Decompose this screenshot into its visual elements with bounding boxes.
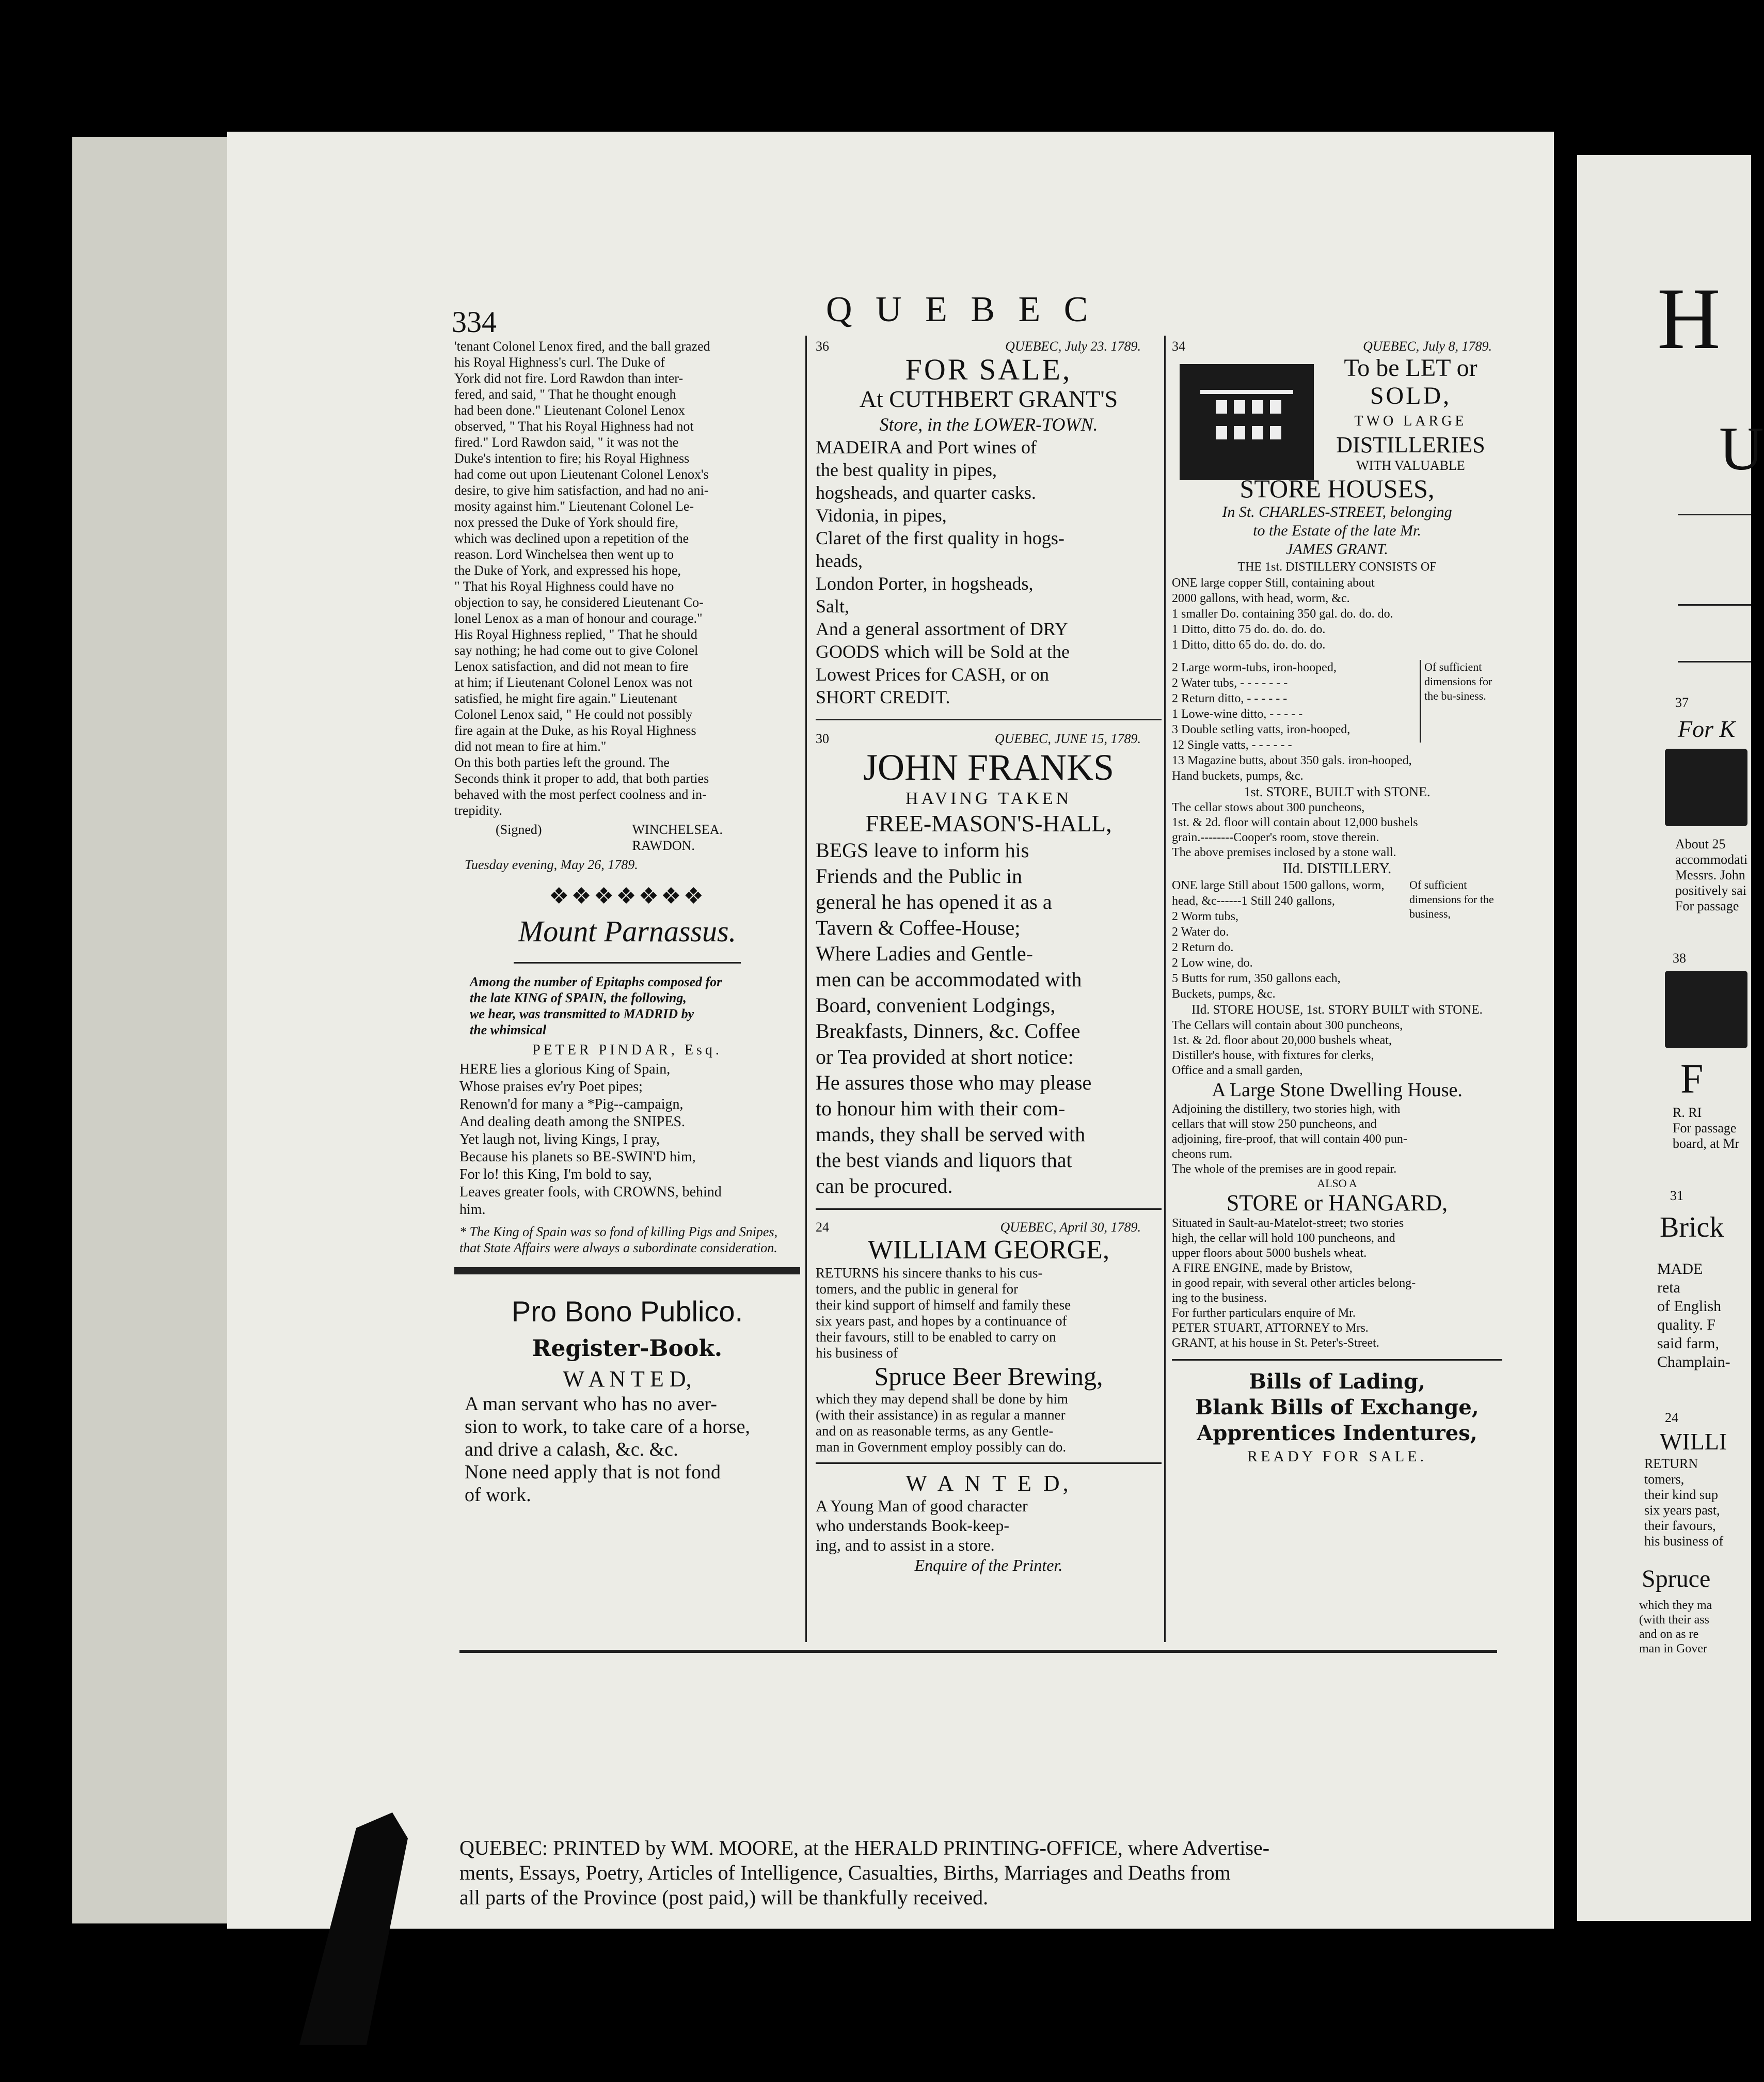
dateline: Tuesday evening, May 26, 1789. — [465, 857, 638, 872]
dwelling-line: The whole of the premises are in good repair. — [1172, 1162, 1397, 1176]
hangard-line: For further particulars enquire of Mr. — [1172, 1306, 1356, 1320]
ad34-headline-2: SOLD, — [1370, 382, 1452, 409]
inventory-line: 2000 gallons, with head, worm, &c. — [1172, 592, 1350, 605]
author: PETER PINDAR, Esq. — [532, 1042, 722, 1058]
location-line: In St. CHARLES-STREET, belonging — [1222, 503, 1452, 520]
ad-line: ing, and to assist in a store. — [816, 1536, 995, 1554]
ad3-body2 — [816, 1391, 1162, 1455]
inventory-line: 5 Butts for rum, 350 gallons each, — [1172, 972, 1341, 985]
text-line: desire, to give him satisfaction, and had no ani- — [454, 483, 709, 498]
store-line: Distiller's house, with fixtures for clerks, — [1172, 1049, 1374, 1062]
text-line: Lenox satisfaction, and did not mean to fire — [454, 659, 689, 674]
inventory-line: 1 Ditto, ditto 65 do. do. do. do. — [1172, 638, 1326, 652]
facing-line: man in Gover — [1639, 1642, 1707, 1655]
store-line: The above premises inclosed by a stone wall. — [1172, 846, 1396, 859]
duel-report — [454, 338, 800, 818]
bill-line: Apprentices Indentures, — [1197, 1421, 1477, 1445]
inventory-line: 3 Double setling vatts, iron-hooped, — [1172, 723, 1350, 736]
ship-icon — [1665, 971, 1747, 1048]
inventory-line: 13 Magazine butts, about 350 gals. iron-hooped, — [1172, 754, 1412, 767]
column-rule-2 — [1164, 336, 1166, 1642]
ad-register-book: Register-Book. — [532, 1335, 723, 1362]
column-3 — [1172, 338, 1502, 1467]
ad3-feature: Spruce Beer Brewing, — [874, 1362, 1103, 1391]
section-title: Mount Parnassus. — [518, 914, 737, 948]
text-line: fired." Lord Rawdon said, " it was not the — [454, 435, 679, 450]
ad-line: (with their assistance) in as regular a manner — [816, 1407, 1066, 1423]
inventory-line: 1 Lowe-wine ditto, - - - - - — [1172, 707, 1303, 721]
text-line: which was declined upon a repetition of the — [454, 531, 689, 546]
ad-line: hogsheads, and quarter casks. — [816, 482, 1036, 503]
text-line: had been done." Lieutenant Colonel Lenox — [454, 403, 685, 418]
text-line: his Royal Highness's curl. The Duke of — [454, 355, 665, 370]
ad-title: Pro Bono Publico. — [511, 1295, 743, 1328]
facing-ad24-feature: Spruce — [1642, 1565, 1711, 1592]
ad1-number: 36 — [816, 339, 829, 354]
signed-label: (Signed) — [496, 822, 542, 837]
ad34-first-distillery: THE 1st. DISTILLERY CONSISTS OF — [1237, 560, 1437, 574]
ad34-with: WITH VALUABLE — [1356, 458, 1465, 473]
ad-body — [454, 1393, 800, 1506]
ad34-list1 — [1172, 575, 1502, 653]
text-line: had come out upon Lieutenant Colonel Lenox's — [454, 467, 709, 482]
poem-line: And dealing death among the SNIPES. — [459, 1114, 686, 1130]
facing-line: their favours, — [1644, 1518, 1716, 1533]
intro-line: Among the number of Epitaphs composed for — [470, 974, 722, 989]
ad2-headline: JOHN FRANKS — [863, 747, 1115, 788]
column-1 — [454, 338, 800, 1506]
imprint-line: all parts of the Province (post paid,) will be thankfully received. — [459, 1886, 989, 1909]
inventory-line: 1 Ditto, ditto 75 do. do. do. do. — [1172, 623, 1326, 636]
facing-ad37-body — [1675, 837, 1753, 914]
ad1-body — [816, 436, 1162, 708]
ad34-list3 — [1172, 878, 1409, 1002]
footer-rule — [459, 1650, 1497, 1653]
facing-ad38-number: 38 — [1673, 951, 1686, 966]
divider — [816, 1462, 1162, 1464]
ad-line: which they may depend shall be done by him — [816, 1391, 1068, 1407]
ad34-list2-block — [1172, 660, 1502, 784]
ad34-location — [1172, 503, 1502, 559]
divider — [1172, 1359, 1502, 1361]
footnote: * The King of Spain was so fond of killing Pigs and Snipes, that State Affairs were always a subordinate consideration. — [459, 1224, 778, 1255]
poem-line: Whose praises ev'ry Poet pipes; — [459, 1079, 643, 1095]
signer-rawdon: RAWDON. — [632, 838, 695, 853]
divider — [514, 962, 741, 964]
inventory-line: ONE large copper Still, containing about — [1172, 576, 1375, 590]
text-line: trepidity. — [454, 803, 502, 818]
facing-ad24-body — [1644, 1456, 1750, 1549]
ad-line: Lowest Prices for CASH, or on — [816, 664, 1049, 685]
facing-ad38-letter: F — [1680, 1056, 1704, 1102]
ad34-distilleries: DISTILLERIES — [1336, 432, 1485, 458]
inventory-line: 1 smaller Do. containing 350 gal. do. do. do. — [1172, 607, 1393, 621]
facing-line: tomers, — [1644, 1472, 1684, 1487]
signer-winchelsea: WINCHELSEA. — [632, 822, 723, 837]
ad-line: And a general assortment of DRY — [816, 619, 1068, 639]
text-line: 'tenant Colonel Lenox fired, and the ball grazed — [454, 339, 710, 354]
facing-line: accommodati — [1675, 852, 1748, 867]
ad-line: Where Ladies and Gentle- — [816, 942, 1033, 965]
inventory-line: ONE large Still about 1500 gallons, worm, — [1172, 879, 1385, 892]
store-line: Office and a small garden, — [1172, 1064, 1303, 1077]
inventory-line: 2 Low wine, do. — [1172, 956, 1253, 970]
text-line: fire again at the Duke, as his Royal Highness — [454, 723, 696, 738]
ad2-header — [816, 731, 1162, 747]
ad3-dateline: QUEBEC, April 30, 1789. — [1000, 1220, 1141, 1235]
ad-line: general he has opened it as a — [816, 890, 1052, 913]
signature-block — [454, 822, 800, 854]
ad2-number: 30 — [816, 731, 829, 746]
inventory-line: 2 Worm tubs, — [1172, 910, 1238, 923]
facing-line: Messrs. John — [1675, 868, 1745, 882]
ad1-dateline: QUEBEC, July 23. 1789. — [1005, 339, 1141, 354]
ad3-headline: WILLIAM GEORGE, — [868, 1235, 1109, 1265]
ad-line: their kind support of himself and family these — [816, 1297, 1071, 1313]
divider — [816, 1208, 1162, 1210]
ad34-store1: 1st. STORE, BUILT with STONE. — [1244, 784, 1431, 799]
ad-line: and on as reasonable terms, as any Gentle- — [816, 1423, 1054, 1439]
ad34-header — [1172, 338, 1502, 354]
inventory-line: 2 Return do. — [1172, 941, 1234, 954]
facing-line: For passage — [1675, 898, 1739, 913]
facing-line: said farm, — [1657, 1335, 1719, 1352]
ad34-store1-body — [1172, 800, 1502, 860]
hangard-line: GRANT, at his house in St. Peter's-Street. — [1172, 1336, 1379, 1350]
hangard-line: PETER STUART, ATTORNEY to Mrs. — [1172, 1321, 1369, 1335]
text-line: say nothing; he had come out to give Colonel — [454, 643, 698, 658]
ad34-sub: TWO LARGE — [1354, 413, 1467, 429]
ready-for-sale: READY FOR SALE. — [1247, 1448, 1427, 1465]
facing-line: their kind sup — [1644, 1487, 1718, 1502]
book-spine — [72, 137, 245, 1923]
dwelling-line: cheons rum. — [1172, 1147, 1233, 1161]
facing-line: six years past, — [1644, 1503, 1720, 1518]
ad1-headline: FOR SALE, — [905, 353, 1072, 386]
ad34-store2-body — [1172, 1018, 1502, 1078]
ad34-brace2: Of sufficient dimensions for the business, — [1409, 878, 1494, 920]
text-line: Seconds think it proper to add, that both parties — [454, 771, 709, 786]
text-line: satisfied, he might fire again." Lieutenant — [454, 691, 677, 706]
ad-line: heads, — [816, 550, 863, 571]
facing-ad24-title: WILLI — [1660, 1428, 1727, 1455]
text-line: fered, and said, " That he thought enough — [454, 387, 676, 402]
ad-line: A Young Man of good character — [816, 1496, 1028, 1515]
ad-line: can be procured. — [816, 1174, 953, 1197]
ad-line: BEGS leave to inform his — [816, 839, 1029, 862]
ad-line: of work. — [465, 1484, 531, 1506]
bills-list — [1172, 1369, 1502, 1446]
inventory-line: 12 Single vatts, - - - - - - — [1172, 738, 1292, 752]
ad-line: mands, they shall be served with — [816, 1123, 1086, 1146]
ad-line: the best viands and liquors that — [816, 1148, 1072, 1172]
facing-line: reta — [1657, 1279, 1680, 1296]
inventory-line: head, &c------1 Still 240 gallons, — [1172, 894, 1335, 908]
facing-ad37-title: For K — [1678, 716, 1736, 742]
ad-line: to honour him with their com- — [816, 1097, 1066, 1120]
text-line: On this both parties left the ground. The — [454, 755, 670, 770]
imprint-line: ments, Essays, Poetry, Articles of Intelligence, Casualties, Births, Marriages and Deaths from — [459, 1861, 1231, 1884]
text-line: mosity against him." Lieutenant Colonel Le- — [454, 499, 694, 514]
ad-line: Tavern & Coffee-House; — [816, 916, 1021, 939]
ad34-list2 — [1172, 660, 1420, 784]
ad-line: and drive a calash, &c. &c. — [465, 1439, 678, 1460]
facing-line: and on as re — [1639, 1628, 1699, 1641]
divider — [816, 719, 1162, 720]
facing-rule — [1678, 514, 1751, 515]
text-line: observed, " That his Royal Highness had not — [454, 419, 694, 434]
facing-line: (with their ass — [1639, 1613, 1709, 1627]
hangard-line: A FIRE ENGINE, made by Bristow, — [1172, 1261, 1353, 1275]
text-line: objection to say, he considered Lieutenant Co- — [454, 595, 704, 610]
ad2-sub2: FREE-MASON'S-HALL, — [865, 810, 1112, 837]
ad34-headline-1: To be LET or — [1344, 354, 1477, 382]
ad-line: Claret of the first quality in hogs- — [816, 528, 1064, 548]
ad1-header — [816, 338, 1162, 354]
text-line: the Duke of York, and expressed his hope, — [454, 563, 681, 578]
ad34-hangard: STORE or HANGARD, — [1226, 1190, 1448, 1216]
ad4-headline: W A N T E D, — [905, 1471, 1072, 1496]
text-line: Colonel Lenox said, " He could not possibly — [454, 707, 693, 722]
facing-ad24-number: 24 — [1665, 1410, 1678, 1425]
facing-rule — [1678, 661, 1751, 663]
intro-line: we hear, was transmitted to MADRID by — [470, 1006, 694, 1021]
location-line: to the Estate of the late Mr. — [1253, 522, 1421, 539]
poem-line: HERE lies a glorious King of Spain, — [459, 1061, 671, 1077]
facing-line: For passage — [1673, 1121, 1737, 1135]
ad4-closing: Enquire of the Printer. — [914, 1556, 1063, 1574]
ad34-second-distillery: IId. DISTILLERY. — [1282, 861, 1392, 877]
facing-line: which they ma — [1639, 1599, 1712, 1612]
ad34-list3-block — [1172, 878, 1502, 1002]
ad-line: six years past, and hopes by a continuance of — [816, 1313, 1067, 1329]
ad34-store2: IId. STORE HOUSE, 1st. STORY BUILT with STONE. — [1191, 1003, 1483, 1017]
clip-shadow — [289, 1807, 413, 2045]
location-line: JAMES GRANT. — [1286, 541, 1388, 558]
text-line: Duke's intention to fire; his Royal Highness — [454, 451, 690, 466]
text-line: at him; if Lieutenant Colonel Lenox was not — [454, 675, 693, 690]
bill-line: Blank Bills of Exchange, — [1195, 1395, 1479, 1419]
ad-line: MADEIRA and Port wines of — [816, 437, 1037, 458]
ad34-also: ALSO A — [1317, 1177, 1357, 1190]
facing-ad31-number: 31 — [1670, 1188, 1683, 1203]
ad-line: GOODS which will be Sold at the — [816, 641, 1070, 662]
ad-line: RETURNS his sincere thanks to his cus- — [816, 1265, 1043, 1281]
ad1-sub2: Store, in the LOWER-TOWN. — [879, 414, 1098, 435]
facing-ad37-number: 37 — [1675, 695, 1689, 710]
facing-header-letter: H — [1657, 270, 1721, 367]
ad-line: tomers, and the public in general for — [816, 1281, 1019, 1297]
heavy-rule — [454, 1267, 800, 1274]
ornament-border: ❖❖❖❖❖❖❖ — [548, 883, 706, 909]
facing-line: R. RI — [1673, 1105, 1702, 1120]
imprint-line: QUEBEC: PRINTED by WM. MOORE, at the HERALD PRINTING-OFFICE, where Advertise- — [459, 1836, 1270, 1859]
ad34-number: 34 — [1172, 339, 1185, 354]
ad-line: men can be accommodated with — [816, 968, 1082, 991]
ad-line: who understands Book-keep- — [816, 1516, 1010, 1535]
store-line: grain.--------Cooper's room, stove therein. — [1172, 831, 1379, 844]
store-line: 1st. & 2d. floor will contain about 12,000 bushels — [1172, 816, 1418, 829]
facing-line: his business of — [1644, 1534, 1724, 1549]
ad-line: their favours, still to be enabled to carry on — [816, 1329, 1056, 1345]
inventory-line: 2 Water do. — [1172, 925, 1229, 939]
poem-line: him. — [459, 1202, 486, 1218]
ad-line: or Tea provided at short notice: — [816, 1045, 1074, 1068]
ad34-dwelling: A Large Stone Dwelling House. — [1212, 1079, 1463, 1101]
text-line: " That his Royal Highness could have no — [454, 579, 674, 594]
poem-line: Yet laugh not, living Kings, I pray, — [459, 1131, 660, 1147]
ad3-header — [816, 1219, 1162, 1235]
facing-line: board, at Mr — [1673, 1136, 1740, 1151]
ad1-sub: At CUTHBERT GRANT'S — [859, 386, 1118, 412]
ad2-body — [816, 838, 1162, 1199]
inventory-line: Buckets, pumps, &c. — [1172, 987, 1276, 1001]
inventory-line: 2 Large worm-tubs, iron-hooped, — [1172, 661, 1337, 674]
text-line: nox pressed the Duke of York should fire, — [454, 515, 679, 530]
dwelling-line: Adjoining the distillery, two stories high, with — [1172, 1102, 1401, 1116]
ship-icon — [1665, 749, 1747, 826]
hangard-line: in good repair, with several other articles belong- — [1172, 1276, 1416, 1290]
intro-line: the whimsical — [470, 1022, 547, 1037]
facing-ad31-body — [1657, 1260, 1750, 1371]
column-2 — [816, 338, 1162, 1575]
masthead-title: Q U E B E C — [826, 290, 1095, 329]
facing-line: of English — [1657, 1298, 1722, 1315]
store-line: The cellar stows about 300 puncheons, — [1172, 801, 1365, 814]
inventory-line: Hand buckets, pumps, &c. — [1172, 769, 1304, 783]
ad-line: London Porter, in hogsheads, — [816, 573, 1034, 594]
ad34-hangard-body — [1172, 1216, 1502, 1351]
intro-line: the late KING of SPAIN, the following, — [470, 990, 687, 1005]
hangard-line: ing to the business. — [1172, 1291, 1267, 1305]
ad-line: Board, convenient Lodgings, — [816, 993, 1056, 1017]
facing-line: About 25 — [1675, 837, 1726, 851]
facing-line: MADE — [1657, 1260, 1703, 1277]
ad-wanted: W A N T E D, — [563, 1366, 692, 1392]
hangard-line: high, the cellar will hold 100 puncheons, and — [1172, 1232, 1395, 1245]
column-rule-1 — [805, 336, 807, 1642]
inventory-line: 2 Water tubs, - - - - - - - — [1172, 676, 1288, 690]
epitaph-poem — [454, 1061, 800, 1219]
poem-line: Renown'd for many a *Pig--campaign, — [459, 1096, 684, 1112]
poem-line: For lo! this King, I'm bold to say, — [459, 1166, 652, 1182]
ad-line: man in Government employ possibly can do. — [816, 1439, 1067, 1455]
facing-ad24-body2 — [1639, 1598, 1750, 1656]
ad2-sub: HAVING TAKEN — [905, 789, 1072, 808]
facing-rule — [1678, 604, 1751, 606]
store-line: The Cellars will contain about 300 puncheons, — [1172, 1019, 1403, 1032]
inventory-line: 2 Return ditto, - - - - - - — [1172, 692, 1288, 705]
hangard-line: upper floors about 5000 bushels wheat. — [1172, 1247, 1367, 1260]
facing-line: Champlain- — [1657, 1353, 1730, 1370]
ad34-dateline: QUEBEC, July 8, 1789. — [1363, 339, 1492, 354]
poem-line: Leaves greater fools, with CROWNS, behind — [459, 1184, 722, 1200]
bill-line: Bills of Lading, — [1249, 1369, 1425, 1394]
ad34-brace1: Of sufficient dimensions for the bu-siness. — [1420, 660, 1497, 743]
ad-line: Salt, — [816, 596, 850, 617]
ad-line: his business of — [816, 1345, 898, 1361]
ad-line: Breakfasts, Dinners, &c. Coffee — [816, 1019, 1080, 1043]
facing-ad38-body — [1673, 1105, 1750, 1152]
ad3-body — [816, 1265, 1162, 1361]
facing-ad31-title: Brick — [1660, 1211, 1724, 1243]
dwelling-line: adjoining, fire-proof, that will contain 400 pun- — [1172, 1132, 1407, 1146]
poem-line: Because his planets so BE-SWIN'D him, — [459, 1149, 696, 1165]
store-line: 1st. & 2d. floor about 20,000 bushels wheat, — [1172, 1034, 1392, 1047]
text-line: reason. Lord Winchelsea then went up to — [454, 547, 674, 562]
ad-line: the best quality in pipes, — [816, 460, 997, 480]
page-number: 334 — [452, 305, 497, 339]
ad34-head-block — [1319, 354, 1502, 474]
ad34-dwelling-body — [1172, 1102, 1502, 1177]
ad-line: SHORT CREDIT. — [816, 687, 950, 707]
text-line: lonel Lenox as a man of honour and courage." — [454, 611, 703, 626]
imprint — [459, 1836, 1497, 1910]
facing-header-letter-2: U — [1719, 414, 1764, 483]
ad-line: He assures those who may please — [816, 1071, 1092, 1094]
ad4-body — [816, 1496, 1162, 1555]
text-line: behaved with the most perfect coolness and in- — [454, 787, 707, 802]
text-line: York did not fire. Lord Rawdon than inter- — [454, 371, 684, 386]
facing-line: quality. F — [1657, 1316, 1716, 1333]
ad-line: Friends and the Public in — [816, 864, 1022, 888]
ad-line: None need apply that is not fond — [465, 1461, 721, 1483]
facing-line: positively sai — [1675, 883, 1746, 898]
epitaph-intro — [454, 974, 800, 1038]
ad3-number: 24 — [816, 1220, 829, 1235]
ad-line: A man servant who has no aver- — [465, 1393, 717, 1415]
ad-line: Vidonia, in pipes, — [816, 505, 947, 526]
hangard-line: Situated in Sault-au-Matelot-street; two stories — [1172, 1217, 1404, 1230]
ad2-dateline: QUEBEC, JUNE 15, 1789. — [994, 731, 1141, 746]
ad-line: sion to work, to take care of a horse, — [465, 1416, 750, 1438]
dwelling-line: cellars that will stow 250 puncheons, and — [1172, 1117, 1377, 1131]
text-line: His Royal Highness replied, " That he should — [454, 627, 697, 642]
facing-line: RETURN — [1644, 1456, 1698, 1471]
ad34-store: STORE HOUSES, — [1239, 474, 1435, 503]
text-line: did not mean to fire at him." — [454, 739, 607, 754]
